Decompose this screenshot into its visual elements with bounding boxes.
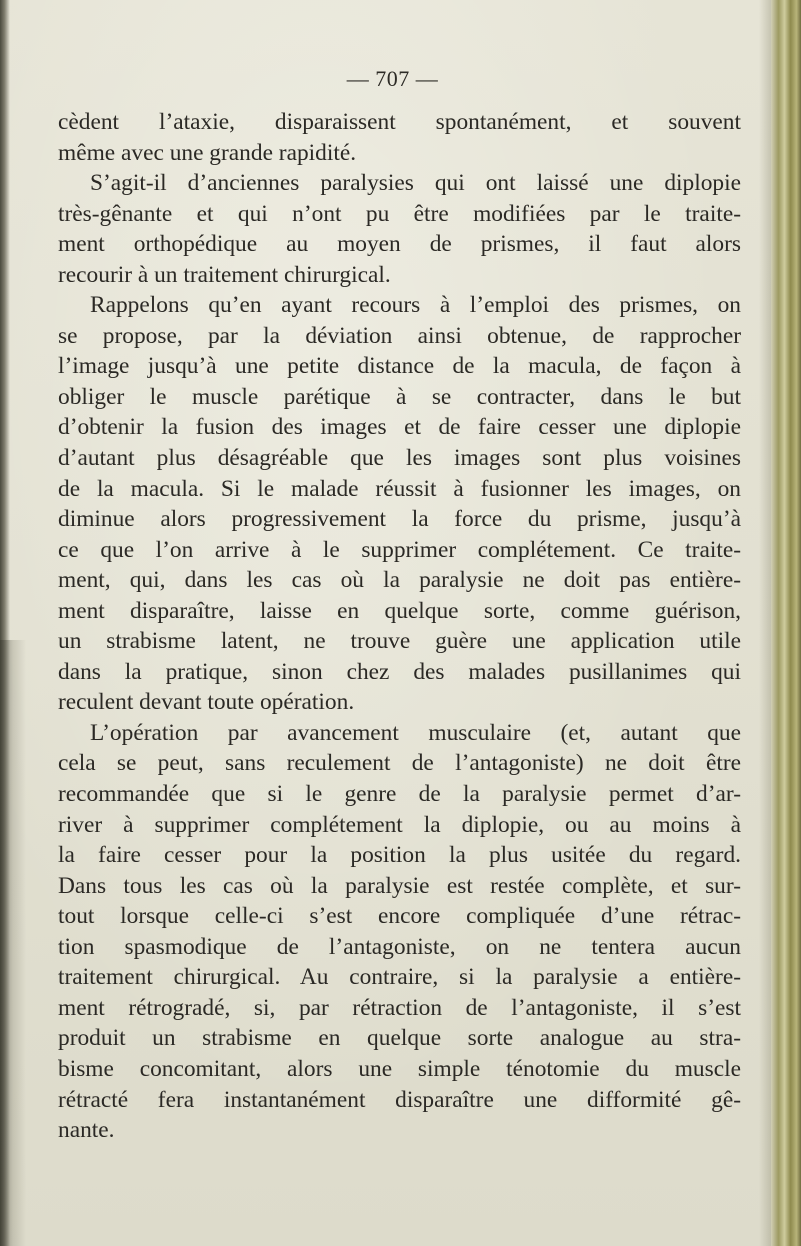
text-line: ment orthopédique au moyen de prismes, il faut alors bbox=[58, 231, 741, 258]
text-line: un strabisme latent, ne trouve guère une application utile bbox=[58, 628, 741, 655]
text-line: l’image jusqu’à une petite distance de la macula, de façon à bbox=[58, 353, 741, 380]
text-line: ment disparaître, laisse en quelque sorte, comme guérison, bbox=[58, 597, 741, 624]
text-line: d’obtenir la fusion des images et de faire cesser une diplopie bbox=[58, 414, 741, 441]
left-margin-shadow-lower bbox=[0, 640, 26, 1246]
text-line: river à supprimer complétement la diplopie, ou au moins à bbox=[58, 811, 741, 838]
text-line: L’opération par avancement musculaire (et, autant que bbox=[90, 719, 741, 746]
text-line: nante. bbox=[58, 1117, 115, 1144]
right-gutter-shadow bbox=[759, 0, 771, 1246]
text-line: cela se peut, sans reculement de l’antagoniste) ne doit être bbox=[58, 750, 741, 777]
text-line: recourir à un traitement chirurgical. bbox=[58, 261, 391, 288]
text-line: la faire cesser pour la position la plus usitée du regard. bbox=[58, 842, 741, 869]
text-line: ment, qui, dans les cas où la paralysie ne doit pas entière- bbox=[58, 567, 741, 594]
text-line: reculent devant toute opération. bbox=[58, 689, 355, 716]
text-line: de la macula. Si le malade réussit à fusionner les images, on bbox=[58, 475, 741, 502]
text-line: ment rétrogradé, si, par rétraction de l’antagoniste, il s’est bbox=[58, 994, 741, 1021]
text-line: très-gênante et qui n’ont pu être modifiées par le traite- bbox=[58, 200, 741, 227]
text-line: S’agit-il d’anciennes paralysies qui ont laissé une diplopie bbox=[90, 170, 741, 197]
text-line: tout lorsque celle-ci s’est encore compliquée d’une rétrac- bbox=[58, 903, 741, 930]
text-line: tion spasmodique de l’antagoniste, on ne tentera aucun bbox=[58, 933, 741, 960]
text-line: rétracté fera instantanément disparaître une difformité gê- bbox=[58, 1086, 741, 1113]
text-line: diminue alors progressivement la force du prisme, jusqu’à bbox=[58, 506, 741, 533]
body-text bbox=[58, 107, 741, 1146]
text-line: bisme concomitant, alors une simple ténotomie du muscle bbox=[58, 1055, 741, 1082]
page-number: — 707 — bbox=[346, 66, 439, 91]
text-line: Dans tous les cas où la paralysie est restée complète, et sur- bbox=[58, 872, 741, 899]
text-line: obliger le muscle parétique à se contracter, dans le but bbox=[58, 383, 741, 410]
text-line: produit un strabisme en quelque sorte analogue au stra- bbox=[58, 1025, 741, 1052]
text-line: dans la pratique, sinon chez des malades pusillanimes qui bbox=[58, 658, 741, 685]
text-line: se propose, par la déviation ainsi obtenue, de rapprocher bbox=[58, 322, 741, 349]
text-line: cèdent l’ataxie, disparaissent spontanément, et souvent bbox=[58, 109, 741, 135]
text-line: recommandée que si le genre de la paralysie permet d’ar- bbox=[58, 781, 741, 808]
text-line: même avec une grande rapidité. bbox=[58, 139, 357, 166]
text-line: d’autant plus désagréable que les images sont plus voisines bbox=[58, 445, 741, 472]
text-line: traitement chirurgical. Au contraire, si la paralysie a entière- bbox=[58, 964, 741, 991]
text-line: ce que l’on arrive à le supprimer complétement. Ce traite- bbox=[58, 536, 741, 563]
bound-pages-edge bbox=[771, 0, 801, 1246]
text-line: Rappelons qu’en ayant recours à l’emploi des prismes, on bbox=[90, 292, 741, 319]
